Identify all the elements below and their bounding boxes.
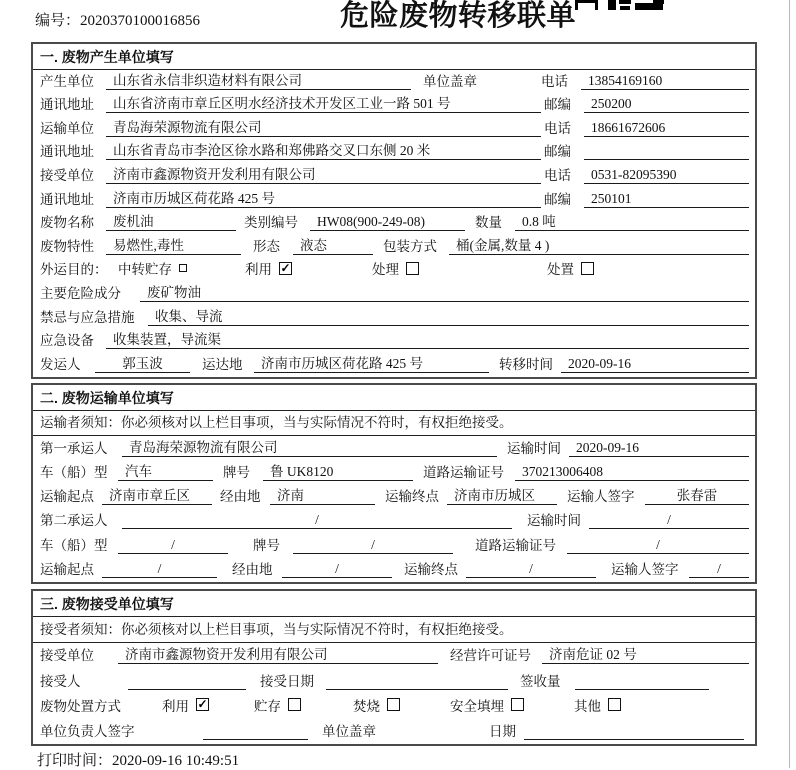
row-receiver-notice bbox=[33, 617, 755, 643]
disposal-landfill-checkbox bbox=[511, 698, 524, 711]
producer-name: 山东省永信非织造材料有限公司 bbox=[106, 71, 411, 90]
field-label: 邮编 bbox=[544, 144, 571, 160]
purpose-transfer-storage-label: 中转贮存 bbox=[118, 262, 172, 278]
transporter-address: 山东省青岛市李沧区徐水路和郑佛路交叉口东侧 20 米 bbox=[106, 141, 541, 160]
row-producer bbox=[33, 70, 755, 94]
row-producer-address bbox=[33, 94, 755, 118]
disposal-other-label: 其他 bbox=[574, 698, 601, 714]
consignor-name: 郭玉波 bbox=[95, 354, 190, 373]
field-label: 运输人签字 bbox=[611, 561, 679, 577]
row-transporter-notice bbox=[33, 411, 755, 436]
row-receiver bbox=[33, 164, 755, 188]
field-label: 接受日期 bbox=[260, 673, 314, 689]
waste-quantity: 0.8 吨 bbox=[515, 212, 749, 231]
purpose-utilize-label: 利用 bbox=[245, 262, 272, 278]
precaution-measures: 收集、导流 bbox=[148, 307, 749, 326]
qr-module bbox=[653, 0, 664, 4]
field-label: 运输起点 bbox=[40, 489, 94, 505]
field-label: 运输终点 bbox=[404, 561, 458, 577]
purpose-dispose-group bbox=[547, 258, 594, 278]
waste-characteristics: 易燃性,毒性 bbox=[106, 236, 241, 255]
field-label: 运输时间 bbox=[527, 513, 581, 529]
doc-number-value: 2020370100016856 bbox=[80, 13, 201, 29]
responsible-person-signature bbox=[203, 721, 308, 740]
row-receiving-unit bbox=[33, 643, 755, 668]
field-label: 废物处置方式 bbox=[40, 698, 121, 714]
row-transporter-address bbox=[33, 141, 755, 165]
field-label: 主要危险成分 bbox=[40, 286, 121, 302]
received-quantity bbox=[575, 671, 709, 690]
carrier-signature-1: 张春雷 bbox=[645, 486, 749, 505]
transfer-date: 2020-09-16 bbox=[561, 354, 749, 373]
unit-seal-label-2: 单位盖章 bbox=[322, 724, 376, 740]
disposal-incinerate-group bbox=[353, 695, 400, 715]
field-label: 产生单位 bbox=[40, 73, 94, 89]
field-label: 第二承运人 bbox=[40, 513, 108, 529]
receiver-phone: 0531-82095390 bbox=[584, 165, 749, 184]
via-place-2: / bbox=[282, 559, 392, 578]
road-transport-permit-2: / bbox=[567, 535, 749, 554]
field-label: 运输起点 bbox=[40, 561, 94, 577]
field-label: 日期 bbox=[489, 724, 516, 740]
field-label: 类别编号 bbox=[244, 215, 298, 231]
qr-code-fragment bbox=[575, 0, 667, 10]
transporter-section-header: 二. 废物运输单位填写 bbox=[33, 385, 755, 411]
receiver-person bbox=[128, 671, 246, 690]
receiver-address: 济南市历城区荷花路 425 号 bbox=[106, 189, 541, 208]
road-transport-permit-1: 370213006408 bbox=[515, 462, 749, 481]
purpose-dispose-label: 处置 bbox=[547, 262, 574, 278]
field-label: 转移时间 bbox=[499, 356, 553, 372]
transporter-postcode bbox=[584, 141, 749, 160]
page-edge-line bbox=[789, 0, 790, 768]
qr-module bbox=[619, 0, 631, 4]
disposal-utilize-group bbox=[162, 695, 209, 715]
purpose-treat-group bbox=[372, 258, 419, 278]
field-label: 电话 bbox=[541, 73, 568, 89]
qr-module bbox=[620, 6, 630, 10]
transporter-notice: 运输者须知：你必须核对以上栏目事项，当与实际情况不符时，有权拒绝接受。 bbox=[40, 415, 513, 431]
vehicle-type-1: 汽车 bbox=[118, 462, 213, 481]
disposal-utilize-label: 利用 bbox=[162, 698, 189, 714]
row-transfer-purpose bbox=[33, 259, 755, 283]
disposal-landfill-group bbox=[450, 695, 524, 715]
row-vehicle-1 bbox=[33, 461, 755, 485]
field-label: 运输人签字 bbox=[567, 489, 635, 505]
field-label: 外运目的： bbox=[40, 262, 108, 278]
qr-finder-module bbox=[575, 0, 598, 10]
field-label: 接受人 bbox=[40, 673, 81, 689]
purpose-treat-label: 处理 bbox=[372, 262, 399, 278]
row-first-carrier bbox=[33, 436, 755, 460]
field-label: 经营许可证号 bbox=[450, 648, 531, 664]
purpose-transfer-storage-checkbox bbox=[179, 264, 187, 272]
row-route-2 bbox=[33, 558, 755, 582]
field-label: 形态 bbox=[253, 238, 280, 254]
transport-destination-1: 济南市历城区 bbox=[447, 486, 557, 505]
disposal-other-checkbox bbox=[608, 698, 621, 711]
receiver-postcode: 250101 bbox=[584, 189, 749, 208]
transport-destination-2: / bbox=[466, 559, 596, 578]
transporter-name: 青岛海荣源物流有限公司 bbox=[106, 118, 541, 137]
print-time bbox=[37, 749, 239, 770]
plate-number-1: 鲁 UK8120 bbox=[263, 462, 413, 481]
field-label: 包装方式 bbox=[383, 238, 437, 254]
row-disposal-method bbox=[33, 694, 755, 719]
field-label: 通讯地址 bbox=[40, 191, 94, 207]
packaging-method: 桶(金属,数量 4 ) bbox=[449, 236, 749, 255]
row-vehicle-2 bbox=[33, 533, 755, 557]
field-label: 电话 bbox=[544, 168, 571, 184]
purpose-utilize-group bbox=[245, 258, 292, 278]
row-receiver-address bbox=[33, 188, 755, 212]
disposal-utilize-checkbox: ✓ bbox=[197, 697, 208, 712]
receiver-section-header: 三. 废物接受单位填写 bbox=[33, 591, 755, 617]
row-receiver-person bbox=[33, 668, 755, 693]
field-label: 应急设备 bbox=[40, 333, 94, 349]
row-route-1 bbox=[33, 485, 755, 509]
waste-form: 液态 bbox=[293, 236, 373, 255]
row-responsible-signature bbox=[33, 719, 755, 744]
disposal-storage-checkbox bbox=[288, 698, 301, 711]
field-label: 运输终点 bbox=[385, 489, 439, 505]
field-label: 运输单位 bbox=[40, 120, 94, 136]
field-label: 车（船）型 bbox=[40, 464, 108, 480]
disposal-incinerate-label: 焚烧 bbox=[353, 698, 380, 714]
field-label: 道路运输证号 bbox=[423, 464, 504, 480]
doc-number-label: 编号： bbox=[35, 13, 81, 29]
field-label: 牌号 bbox=[253, 537, 280, 553]
field-label: 车（船）型 bbox=[40, 537, 108, 553]
field-label: 通讯地址 bbox=[40, 97, 94, 113]
field-label: 数量 bbox=[475, 215, 502, 231]
second-carrier-name: / bbox=[122, 510, 512, 529]
disposal-storage-label: 贮存 bbox=[254, 698, 281, 714]
producer-postcode: 250200 bbox=[584, 94, 749, 113]
carrier-signature-2: / bbox=[689, 559, 749, 578]
transport-date-1: 2020-09-16 bbox=[569, 438, 749, 457]
disposal-incinerate-checkbox bbox=[387, 698, 400, 711]
vehicle-type-2: / bbox=[118, 535, 228, 554]
row-second-carrier bbox=[33, 509, 755, 533]
field-label: 邮编 bbox=[544, 191, 571, 207]
receiver-name: 济南市鑫源物资开发利用有限公司 bbox=[106, 165, 541, 184]
field-label: 道路运输证号 bbox=[475, 537, 556, 553]
generator-section-header: 一. 废物产生单位填写 bbox=[33, 44, 755, 70]
purpose-utilize-checkbox: ✓ bbox=[280, 260, 291, 275]
field-label: 签收量 bbox=[520, 673, 561, 689]
disposal-other-group bbox=[574, 695, 621, 715]
purpose-treat-checkbox bbox=[406, 262, 419, 275]
disposal-storage-group bbox=[254, 695, 301, 715]
transport-origin-1: 济南市章丘区 bbox=[102, 486, 212, 505]
field-label: 禁忌与应急措施 bbox=[40, 309, 135, 325]
receiving-unit-name: 济南市鑫源物资开发利用有限公司 bbox=[118, 645, 438, 664]
qr-module bbox=[635, 3, 663, 10]
page-title: 危险废物转移联单 bbox=[339, 0, 576, 32]
business-permit-number: 济南危证 02 号 bbox=[542, 645, 749, 664]
field-label: 电话 bbox=[544, 120, 571, 136]
unit-seal-label: 单位盖章 bbox=[423, 73, 477, 89]
transport-origin-2: / bbox=[102, 559, 217, 578]
disposal-landfill-label: 安全填埋 bbox=[450, 698, 504, 714]
receiver-notice: 接受者须知：你必须核对以上栏目事项，当与实际情况不符时，有权拒绝接受。 bbox=[40, 622, 513, 638]
row-hazardous-components bbox=[33, 282, 755, 306]
purpose-dispose-checkbox bbox=[581, 262, 594, 275]
field-label: 运输时间 bbox=[507, 440, 561, 456]
field-label: 废物名称 bbox=[40, 215, 94, 231]
emergency-equipment: 收集装置，导流渠 bbox=[106, 330, 749, 349]
row-consignor bbox=[33, 353, 755, 377]
producer-address: 山东省济南市章丘区明水经济技术开发区工业一路 501 号 bbox=[106, 94, 541, 113]
hazardous-components: 废矿物油 bbox=[140, 283, 749, 302]
print-time-label: 打印时间： bbox=[37, 753, 113, 769]
plate-number-2: / bbox=[293, 535, 453, 554]
qr-module bbox=[608, 0, 616, 10]
via-place-1: 济南 bbox=[270, 486, 375, 505]
first-carrier-name: 青岛海荣源物流有限公司 bbox=[122, 438, 497, 457]
field-label: 经由地 bbox=[220, 489, 261, 505]
transporter-section bbox=[31, 383, 757, 584]
print-time-value: 2020-09-16 10:49:51 bbox=[112, 753, 240, 769]
waste-name: 废机油 bbox=[106, 212, 236, 231]
producer-phone: 13854169160 bbox=[581, 71, 749, 90]
purpose-transfer-storage-group bbox=[118, 258, 187, 278]
receiver-section bbox=[31, 589, 757, 746]
row-precautions bbox=[33, 306, 755, 330]
field-label: 邮编 bbox=[544, 97, 571, 113]
receive-sign-date bbox=[524, 721, 744, 740]
field-label: 通讯地址 bbox=[40, 144, 94, 160]
transport-date-2: / bbox=[589, 510, 749, 529]
field-label: 第一承运人 bbox=[40, 440, 108, 456]
waste-category-code: HW08(900-249-08) bbox=[310, 212, 465, 231]
field-label: 牌号 bbox=[223, 464, 250, 480]
transporter-phone: 18661672606 bbox=[584, 118, 749, 137]
destination: 济南市历城区荷花路 425 号 bbox=[254, 354, 489, 373]
row-waste-name bbox=[33, 212, 755, 236]
row-emergency-equipment bbox=[33, 330, 755, 354]
field-label: 接受单位 bbox=[40, 168, 94, 184]
row-waste-characteristics bbox=[33, 235, 755, 259]
field-label: 单位负责人签字 bbox=[40, 724, 135, 740]
field-label: 经由地 bbox=[232, 561, 273, 577]
generator-section bbox=[31, 42, 757, 379]
field-label: 发运人 bbox=[40, 356, 81, 372]
field-label: 接受单位 bbox=[40, 648, 94, 664]
field-label: 废物特性 bbox=[40, 238, 94, 254]
receive-date bbox=[326, 671, 508, 690]
row-transporter bbox=[33, 117, 755, 141]
field-label: 运达地 bbox=[202, 356, 243, 372]
